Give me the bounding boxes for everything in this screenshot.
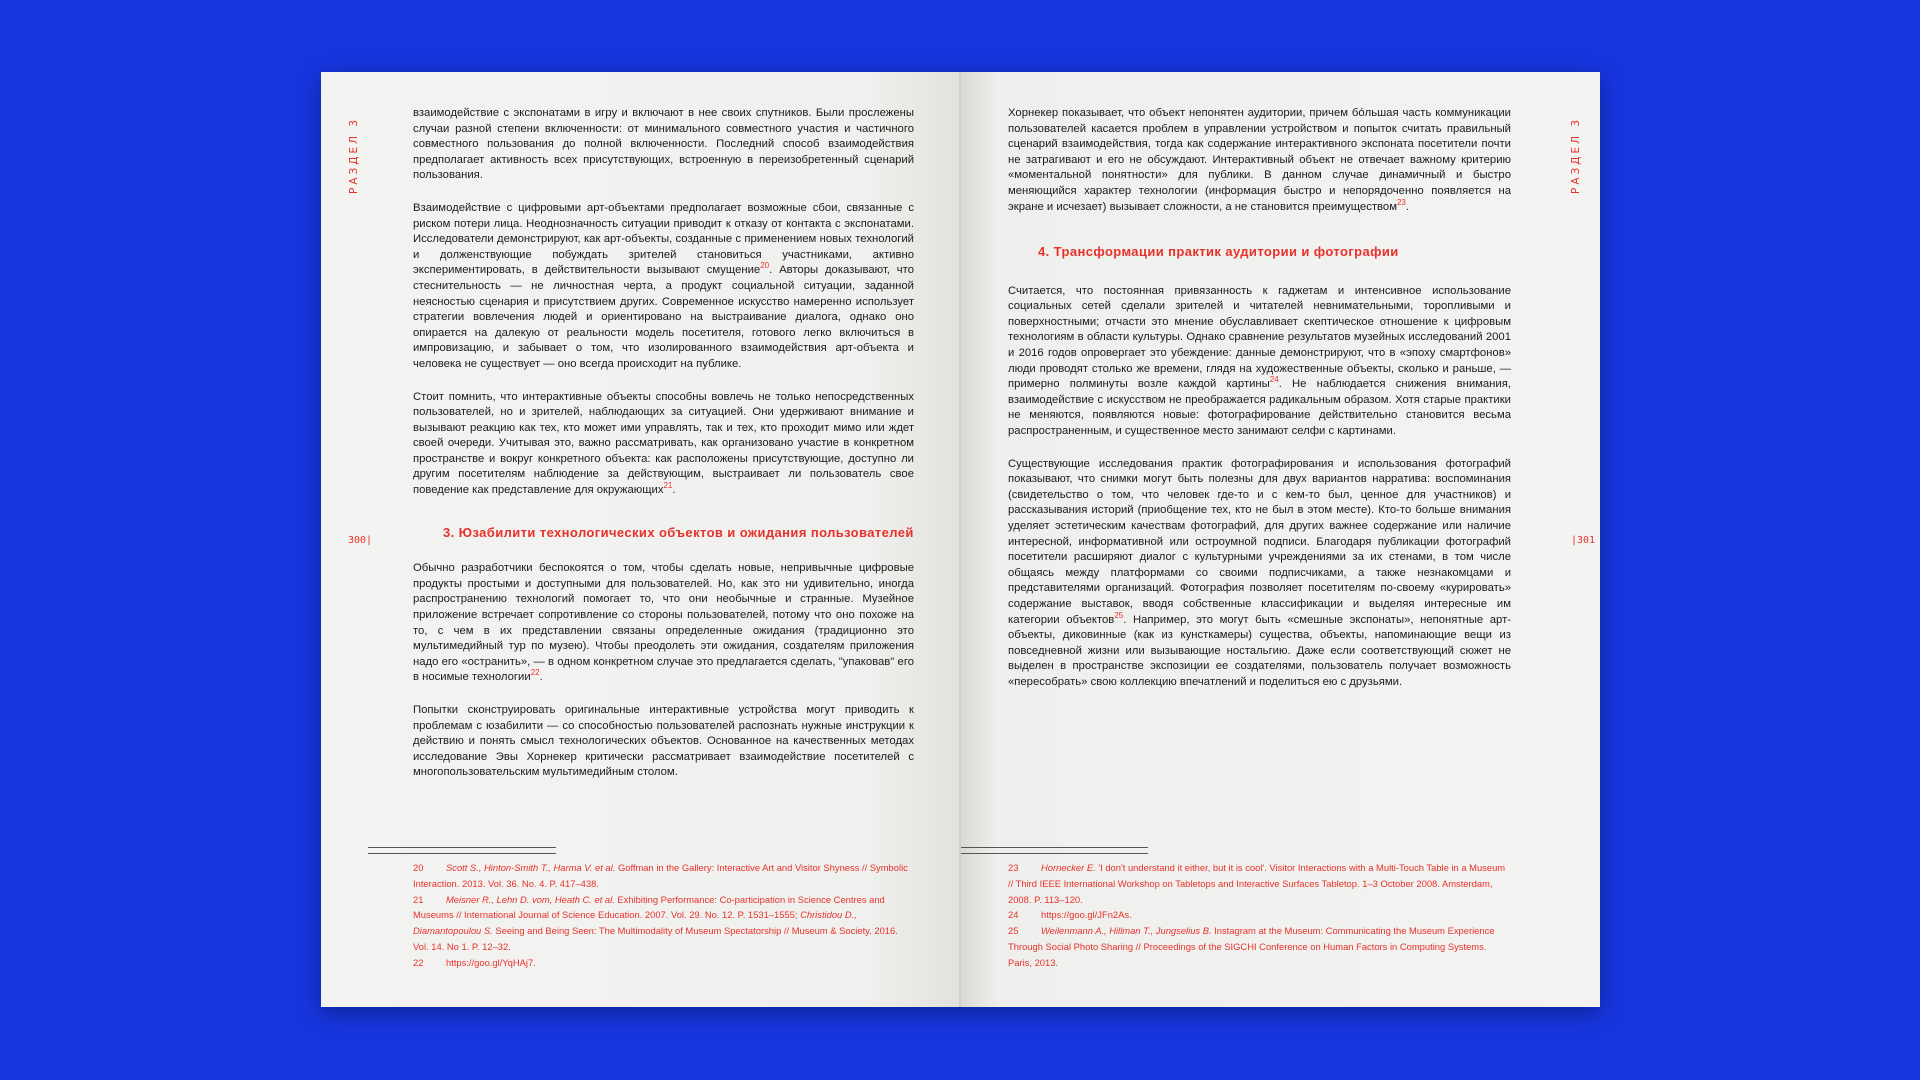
footnote-ref[interactable]: 24 <box>1269 375 1279 385</box>
paragraph: Обычно разработчики беспокоятся о том, чтобы сделать новые, непривычные цифровые продукты простыми и доступными для пользователей. Но, как это ни удивительно, иногда распространению технологий помогает то, что они необычные и странные. Музейное приложение встречает сопротивление со стороны пользователей, потому что оно похоже на то, с чем в их представлении связаны определенные ожидания (традиционно это мультимедийный тур по музею). Чтобы преодолеть эти ожидания, создателям приложения надо его «остранить», — в одном конкретном случае это предлагается сделать, "упаковав" его в носимые технологии$^{22}$. <box>413 562 914 684</box>
paragraph: Существующие исследования практик фотографирования и использования фотографий показывают, что снимки могут быть полезны для двух вариантов нарратива: воспоминания (свидетельство о том, что человек где-то и с кем-то был, ценное для участников) и рассказывания историй (приобщение тех, кто не был в этом месте). Кто-то больше внимания уделяет эстетическим качествам фотографий, для других важнее содержание или наличие интересной, информативной или остроумной подписи. Благодаря публикации фотографий посетители расширяют диалог с культурными учреждениями за их стенами, в том числе общаясь между платформами со своими подписчиками, а также незнакомцами и представителями организаций. Фотография позволяет посетителям по-своему «курировать» содержание выставок, вводя собственные классификации и выделяя интересные им категории объектов$^{25}$. Например, это могут быть «смешные экспонаты», непонятные арт-объекты, диковинные (как из кунсткамеры) существа, объекты, напоминающие вещи из повседневной жизни или вызывающие ностальгию. Даже если соответствующий сюжет не выделен в пространстве экспозиции ее создателями, пользователь получает возможность «пересобрать» свою коллекцию впечатлений и поделиться ею с друзьями. <box>1008 457 1512 688</box>
footnote: 23 Hornecker E. 'I don't understand it either, but it is cool'. Visitor Interactions with a Multi-Touch Table in a Museum // Third IEEE International Workshop on Tabletops and Interactive Surfaces Tabletop. 1–3 October 2008. Amsterdam, 2008. P. 113–120. <box>1008 862 1506 905</box>
page-number: |301 <box>1571 535 1596 546</box>
footnote: 24 https://goo.gl/JFn2As. <box>1008 909 1132 921</box>
book-gutter <box>959 72 961 1007</box>
footnotes <box>413 860 913 971</box>
page-number: 300| <box>348 535 373 546</box>
footnote-ref[interactable]: 25 <box>1114 610 1124 620</box>
footnote: 21 Meisner R., Lehn D. vom, Heath C. et al. Exhibiting Performance: Co-participation in Science Centres and Museums // International Journal of Science Education. 2007. Vol. 29. No. 12. P. 1531–1555; Christidou D., Diamantopoulou S. Seeing and Being Seen: The Multimodality of Museum Spectatorship // Museum & Society. 2016. Vol. 14. No 1. P. 12–32. <box>413 893 898 952</box>
footnote-ref[interactable]: 21 <box>663 481 673 491</box>
paragraph: Считается, что постоянная привязанность к гаджетам и интенсивное использование социальных сетей сделали зрителей и читателей невнимательными, торопливыми и поверхностными; отчасти это мнение обуславливает скептическое отношение к цифровым технологиям в области культуры. Однако сравнение результатов музейных исследований 2001 и 2016 годов опровергает это убеждение: данные демонстрируют, что в «эпоху смартфонов» люди проводят столько же времени, глядя на художественные объекты, сколько и раньше, — примерно полминуты возле каждой картины$^{24}$. Не наблюдается снижения внимания, взаимодействие с искусством не преображается радикальным образом. Хотя старые практики не меняются, появляются новые: фотографирование действительно становится весьма распространенным, и существенное место занимают селфи с картинами. <box>1008 284 1511 437</box>
footnote-ref[interactable]: 20 <box>760 261 770 271</box>
footnote-rule <box>960 847 1148 854</box>
footnotes <box>1008 860 1508 971</box>
paragraph: Хорнекер показывает, что объект непонятен аудитории, причем бóльшая часть коммуникации пользователей касается проблем в управлении устройством и попыток считать правильный сценарий взаимодействия, тогда как содержание интерактивного экспоната посетители почти не затрагивают и его не обсуждают. Интерактивный объект не отвечает важному критерию «моментальной понятности» для публики. В данном случае динамичный и быстро меняющийся характер технологии (информация быстро и непорядоченно появляется на экране и исчезает) вызывает сложности, а не становится преимуществом$^{23}$. <box>1008 107 1511 213</box>
text-column <box>413 106 914 798</box>
footnote-ref[interactable]: 22 <box>530 668 540 678</box>
paragraph: Взаимодействие с цифровыми арт-объектами предполагает возможные сбои, связанные с риском потери лица. Неоднозначность ситуации приводит к отказу от контакта с экспонатами. Исследователи демонстрируют, как арт-объекты, созданные с применением новых технологий и долженствующие побуждать зрителей становиться участниками, активно экспериментировать, в действительности вызывают смущение$^{20}$. Авторы доказывают, что стеснительность — не личностная черта, а продукт социальной ситуации, заданной неясностью сценария и присутствием других. Современное искусство намеренно использует стратегии вовлечения людей и ориентировано на выстраивание диалога, однако оно опирается на далекую от реальности модель посетителя, готового легко включиться в импровизацию, и забывает о том, что изолированного взаимодействия арт-объекта и человека не существует — оно всегда происходит на публике. <box>413 201 914 370</box>
left-page <box>321 72 960 1007</box>
footnote: 25 Weilenmann A., Hillman T., Jungselius B. Instagram at the Museum: Communicating the Museum Experience Through Social Photo Sharing // Proceedings of the SIGCHI Conference on Human Factors in Computing Systems. Paris, 2013. <box>1008 925 1495 968</box>
right-page <box>960 72 1600 1007</box>
footnote-link[interactable]: https://goo.gl/JFn2As. <box>1041 909 1132 921</box>
paragraph: Попытки сконструировать оригинальные интерактивные устройства могут приводить к проблемам с юзабилити — со способностью пользователей распознать нужные инструкции к действию и понять смысл технологических объектов. Основанное на качественных методах исследование Эвы Хорнекер критически рассматривает взаимодействие посетителей с многопользовательским мультимедийным столом. <box>413 703 914 779</box>
footnote: 20 Scott S., Hinton-Smith T., Harma V. et al. Goffman in the Gallery: Interactive Art and Visitor Shyness // Symbolic Interaction. 2013. Vol. 36. No. 4. P. 417–438. <box>413 862 908 889</box>
paragraph: взаимодействие с экспонатами в игру и включают в нее своих спутников. Были прослежены случаи разной степени включенности: от минимального совместного участия и частичного совместного пользования до полной включенности. Последний способ взаимодействия предполагает активность всех присутствующих, встроенную в переизобретенный сценарий пользования. <box>413 107 914 182</box>
footnote-rule <box>368 847 556 854</box>
section-tag: РАЗДЕЛ 3 <box>348 117 360 194</box>
section-tag: РАЗДЕЛ 3 <box>1570 117 1582 194</box>
paragraph: Стоит помнить, что интерактивные объекты способны вовлечь не только непосредственных пользователей, но и зрителей, наблюдающих за ситуацией. Они удерживают внимание и вызывают реакцию как тех, кто может ими управлять, так и тех, кто проходит мимо или ждет своей очереди. Учитывая это, важно рассматривать, как организовано участие в конкретном пространстве и вокруг конкретного объекта: как расположены присутствующие, доступно ли другим посетителям наблюдение за действующим, выстраивает ли пользователь свое поведение как представление для окружающих$^{21}$. <box>413 390 914 497</box>
footnote-ref[interactable]: 23 <box>1396 197 1406 207</box>
text-column <box>1008 106 1511 708</box>
footnote-link[interactable]: https://goo.gl/YqHAj7. <box>446 956 536 968</box>
footnote: 22 https://goo.gl/YqHAj7. <box>413 956 536 968</box>
section-heading: 3. Юзабилити технологических объектов и ожидания пользователей <box>443 524 914 540</box>
section-heading: 4. Трансформации практик аудитории и фотографии <box>1038 244 1399 260</box>
book-spread <box>321 72 1600 1007</box>
